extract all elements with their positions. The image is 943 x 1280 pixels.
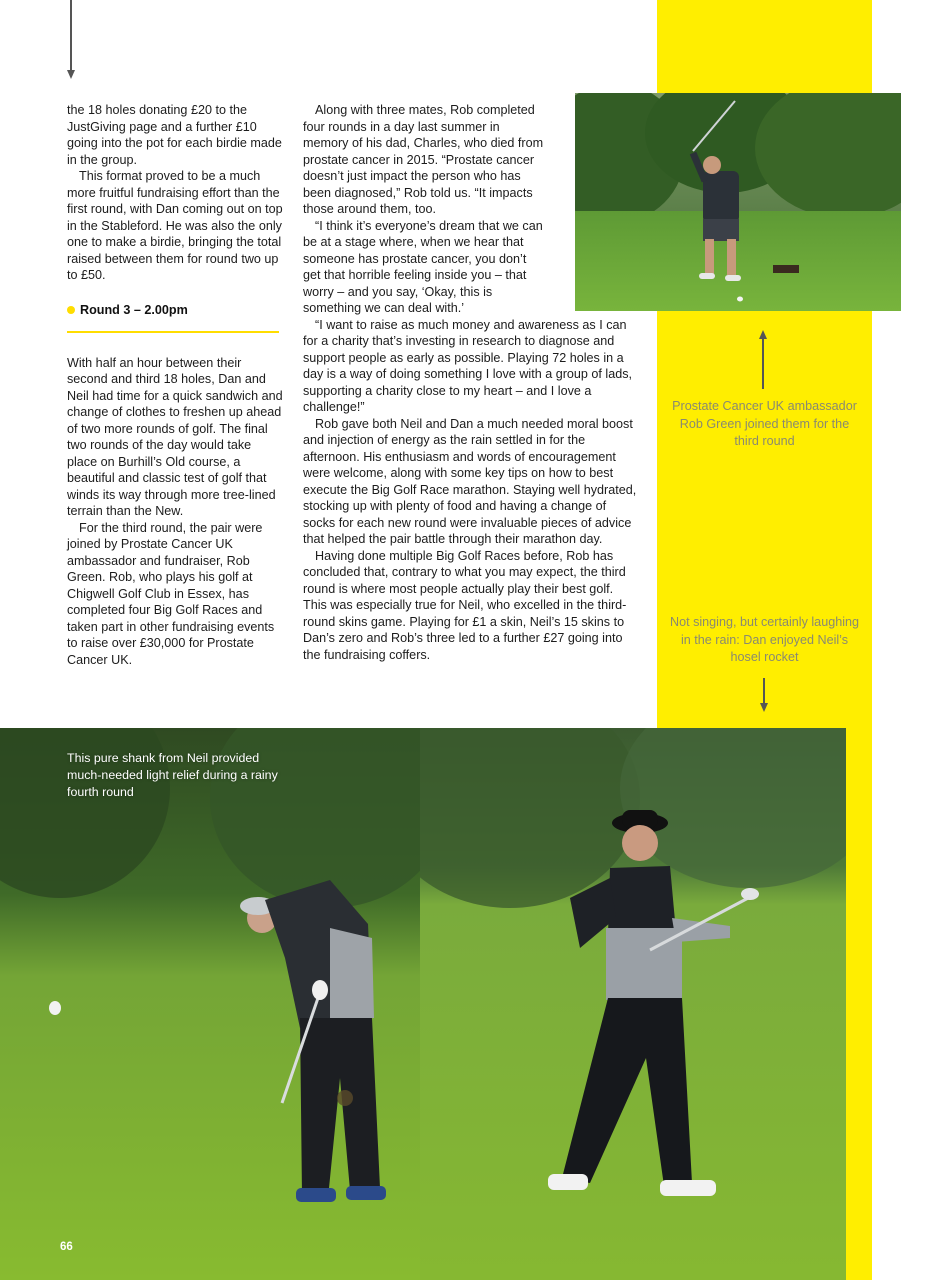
- heading-rule-divider: [67, 331, 279, 333]
- col1-paragraph-1: the 18 holes donating £20 to the JustGiving page and a further £10 going into the pot for each birdie made in the group.: [67, 103, 282, 167]
- caption-dan-laughing: Not singing, but certainly laughing in the rain: Dan enjoyed Neil’s hosel rocket: [669, 615, 860, 664]
- caption-up-arrowhead-icon: [759, 330, 767, 339]
- caption-rob-green: Prostate Cancer UK ambassador Rob Green joined them for the third round: [672, 399, 857, 448]
- caption-down-arrowhead-icon: [760, 703, 768, 712]
- photo-rob-green-swing: [575, 93, 901, 311]
- caption-up-arrow-line: [762, 339, 764, 389]
- top-arrow-line: [70, 0, 72, 70]
- top-arrowhead-icon: [67, 70, 75, 79]
- round-3-heading: [67, 302, 283, 319]
- caption-neil-shank: This pure shank from Neil provided much-needed light relief during a rainy fourth round: [67, 751, 278, 799]
- col2-narrow-block: [303, 102, 547, 317]
- col2-paragraph-3: “I want to raise as much money and awareness as I can for a charity that’s investing in research to diagnose and support people as early as possible. Playing 72 holes in a day is a way of doing something I love with a group of lads, supporting a charity close to my heart – and I love a challenge!”: [303, 317, 633, 414]
- col2-paragraph-2: “I think it’s everyone’s dream that we can be at a stage where, when we hear that someone has prostate cancer, you don’t get that horrible feeling inside you – that worry – and you say, ‘Okay, this is something we can deal with.’: [303, 218, 543, 315]
- photo-neil-shank: [0, 728, 420, 1280]
- bullet-dot-icon: [67, 306, 75, 314]
- article-column-1: [67, 102, 283, 668]
- round-3-heading-text: Round 3 – 2.00pm: [80, 302, 188, 317]
- col1-paragraph-2: This format proved to be a much more fruitful fundraising effort than the first round, with Dan coming out on top in the Stableford. He was also the only one to make a birdie, bringing the total raised between them for round two up to £50.: [67, 169, 283, 282]
- col2-paragraph-5: Having done multiple Big Golf Races before, Rob has concluded that, contrary to what you may expect, the third round is where most people actually play their best golf. This was especially true for Neil, who excelled in the third-round skins game. Playing for £1 a skin, Neil’s 15 skins to Dan’s zero and Rob’s three led to a further £27 going into the fundraising coffers.: [303, 548, 627, 662]
- caption-down-arrow-line: [763, 678, 765, 703]
- col1-paragraph-3: With half an hour between their second and third 18 holes, Dan and Neil had time for a quick sandwich and change of clothes to freshen up ahead of two more rounds of golf. The final two rounds of the day would take place on Burhill’s Old course, a beautiful and classic test of golf that winds its way through more tree-lined terrain than the New.: [67, 355, 283, 518]
- col2-paragraph-4: Rob gave both Neil and Dan a much needed moral boost and injection of energy as the rain settled in for the afternoon. His enthusiasm and words of encouragement were welcome, along with some key tips on how to best execute the Big Golf Race marathon. Staying well hydrated, stocking up with plenty of food and having a change of socks for each new round were invaluable pieces of advice that helped the pair battle through their marathon day.: [303, 416, 637, 546]
- col1-paragraph-4: For the third round, the pair were joined by Prostate Cancer UK ambassador and fundraiser, Rob Green. Rob, who plays his golf at Chigwell Golf Club in Essex, has completed four Big Golf Races and taken part in other fundraising events to raise over £30,000 for Prostate Cancer UK.: [67, 520, 275, 667]
- col2-paragraph-1: Along with three mates, Rob completed four rounds in a day last summer in memory of his dad, Charles, who died from prostate cancer in 2015. “Prostate cancer doesn’t just impact the person who has been diagnosed,” Rob told us. “It impacts those around them, too.: [303, 103, 544, 216]
- page-number: 66: [60, 1241, 73, 1253]
- photo-dan-laughing: [420, 728, 846, 1280]
